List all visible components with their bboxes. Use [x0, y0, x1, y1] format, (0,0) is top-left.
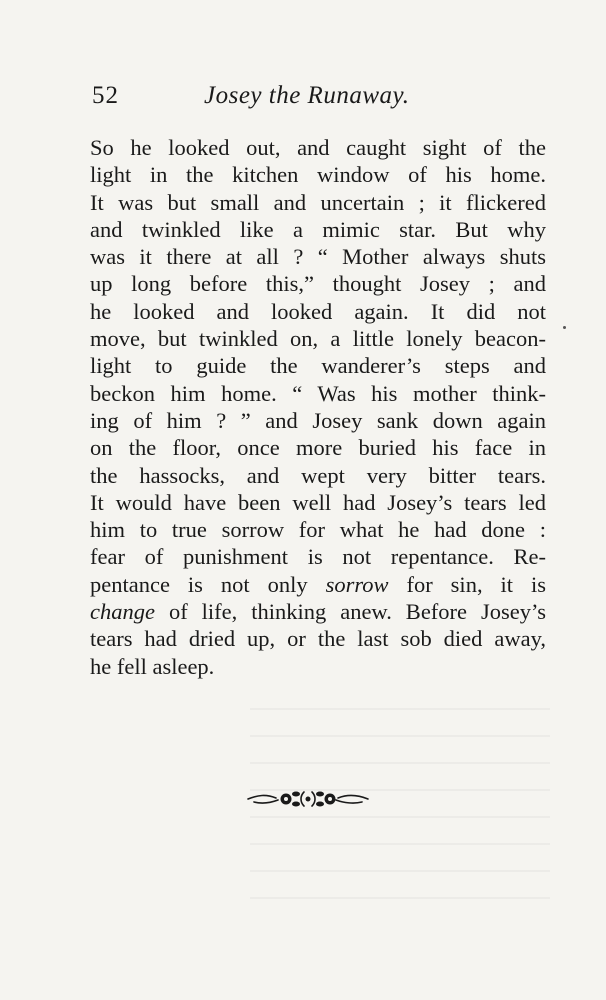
running-title: Josey the Runaway.: [204, 82, 410, 109]
italic-word-change: change: [90, 599, 155, 625]
text-line: up long before this,” thought Josey ; and: [90, 271, 546, 297]
text-line: ing of him ? ” and Josey sank down again: [90, 407, 546, 433]
text-line-with-italics: [90, 571, 546, 598]
text-line: was it there at all ? “ Mother always shuts: [90, 244, 546, 270]
text-line: beckon him home. “ Was his mother think-: [90, 380, 546, 406]
text-line: It would have been well had Josey’s tears led: [90, 489, 546, 515]
text-line: It was but small and uncertain ; it flickered: [90, 189, 546, 215]
body-paragraph: [90, 134, 546, 680]
text-segment: for sin, it is: [406, 571, 546, 597]
page-number: 52: [92, 82, 119, 109]
text-line: him to true sorrow for what he had done :: [90, 517, 546, 543]
italic-word-sorrow: sorrow: [325, 571, 389, 597]
text-line: tears had dried up, or the last sob died away,: [90, 626, 546, 652]
print-speck: [563, 326, 566, 329]
running-head: [92, 82, 552, 118]
text-line-with-italics: [90, 598, 546, 625]
text-segment: pentance is not only: [90, 571, 308, 597]
text-line: on the floor, once more buried his face in: [90, 435, 546, 461]
text-line: move, but twinkled on, a little lonely beacon-: [90, 326, 546, 352]
text-line: light in the kitchen window of his home.: [90, 162, 546, 188]
text-line: fear of punishment is not repentance. Re-: [90, 544, 546, 570]
text-line: and twinkled like a mimic star. But why: [90, 216, 546, 242]
text-segment: of life, thinking anew. Before Josey’s: [168, 599, 546, 625]
text-line: light to guide the wanderer’s steps and: [90, 353, 546, 379]
text-line: the hassocks, and wept very bitter tears.: [90, 462, 546, 488]
floral-tailpiece-icon: [246, 784, 370, 814]
text-line: he fell asleep.: [90, 653, 215, 679]
text-line: he looked and looked again. It did not: [90, 298, 546, 324]
text-line: So he looked out, and caught sight of the: [90, 135, 546, 160]
